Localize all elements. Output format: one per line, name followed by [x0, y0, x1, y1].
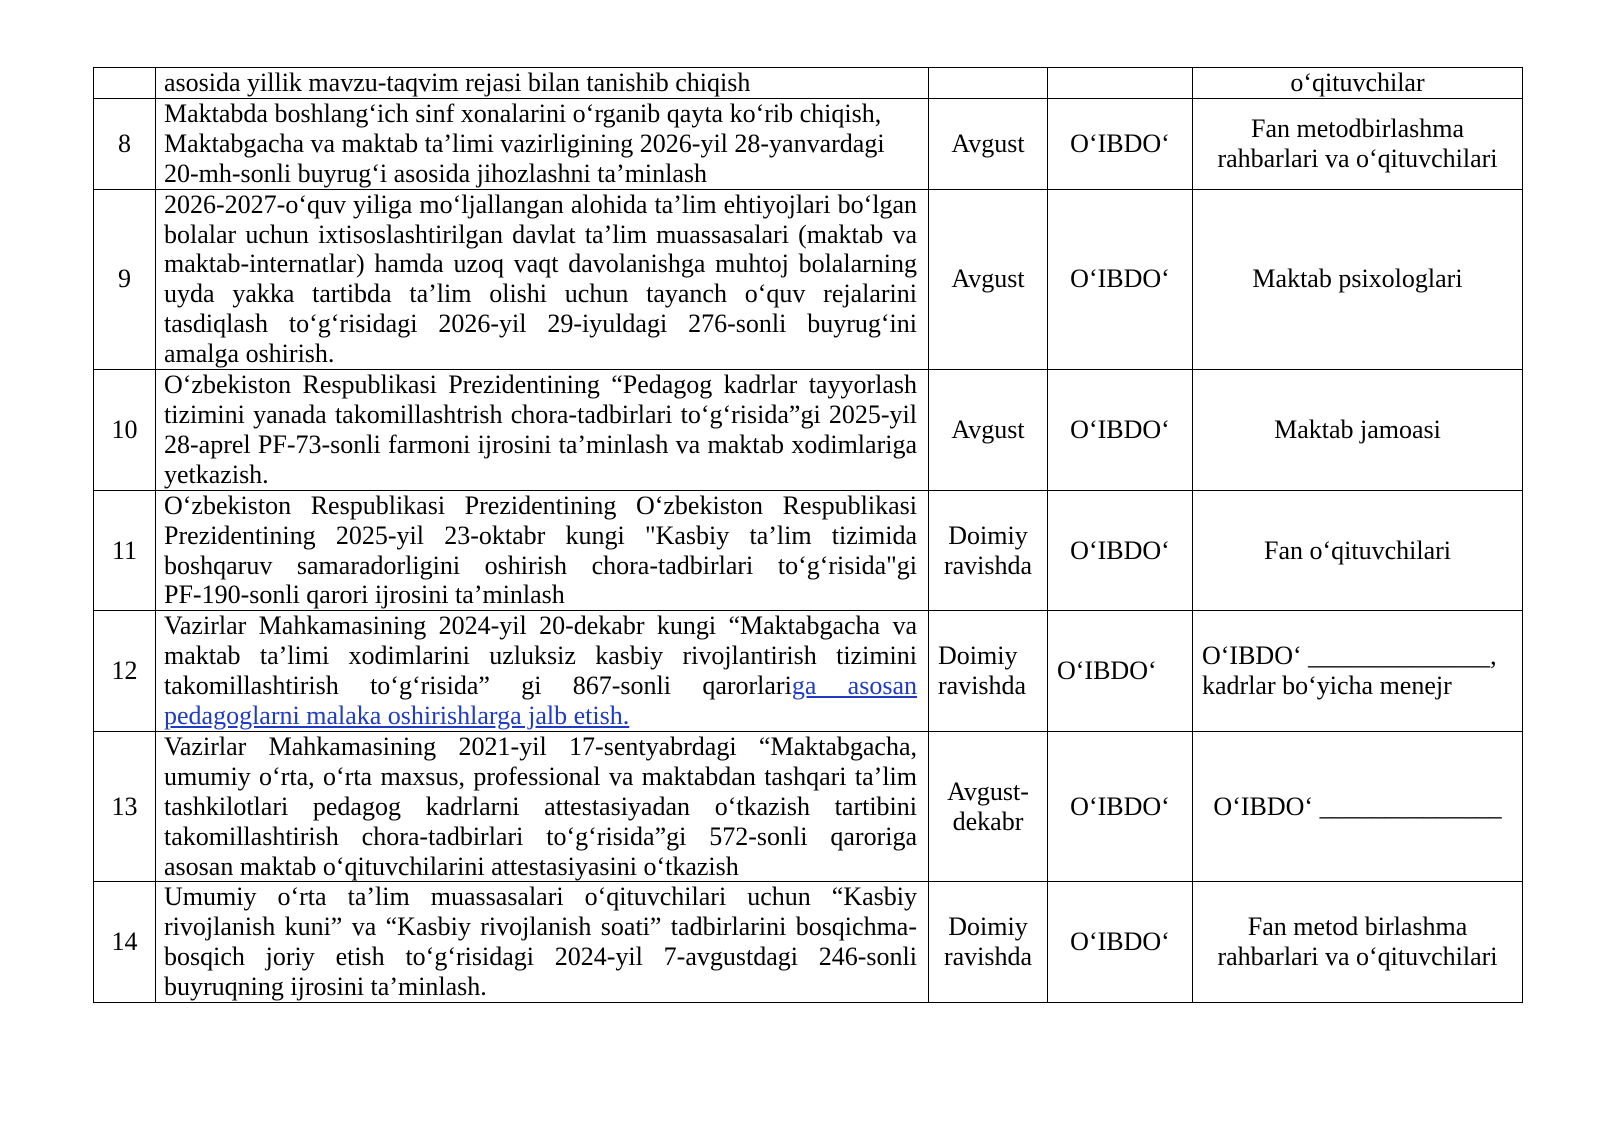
- row-number-cell: 14: [94, 882, 156, 1003]
- task-description-line: 20-mh-sonli buyrug‘i asosida jihozlashni ta’minlash: [164, 158, 708, 188]
- task-description-line: [164, 671, 917, 701]
- task-description-line: tasdiqlash to‘g‘risidagi 2026-yil 29-iyuldagi 276-sonli buyrug‘ini: [164, 309, 917, 339]
- task-description-line: buyruqning ijrosini ta’minlash.: [164, 972, 487, 1002]
- task-description-line: asosida yillik mavzu-taqvim rejasi bilan tanishib chiqish: [164, 68, 751, 97]
- organization-cell: O‘IBDO‘: [1048, 98, 1193, 189]
- task-description-line: asosan maktab o‘qituvchilarini attestasiyasini o‘tkazish: [164, 851, 739, 881]
- table-row: [94, 370, 1523, 491]
- organization-cell: O‘IBDO‘: [1048, 611, 1193, 732]
- task-description-cell: [156, 611, 929, 732]
- task-description-line: Umumiy o‘rta ta’lim muassasalari o‘qituvchilari uchun “Kasbiy: [164, 882, 917, 912]
- table-row: [94, 68, 1523, 99]
- deadline-cell: [929, 68, 1048, 99]
- deadline-cell: Avgust-dekabr: [929, 731, 1048, 882]
- plan-table: [93, 67, 1523, 1003]
- task-description-line: O‘zbekiston Respublikasi Prezidentining “Pedagog kadrlar tayyorlash: [164, 370, 917, 400]
- responsible-cell: Maktab jamoasi: [1193, 370, 1523, 491]
- task-description-line: bosqich joriy etish to‘g‘risidagi 2024-yil 7-avgustdagi 246-sonli: [164, 942, 917, 972]
- table-row: [94, 98, 1523, 189]
- task-description-line: 2026-2027-o‘quv yiliga mo‘ljallangan alohida ta’lim ehtiyojlari bo‘lgan: [164, 189, 917, 219]
- organization-cell: [1048, 68, 1193, 99]
- responsible-cell: Fan o‘qituvchilari: [1193, 490, 1523, 611]
- row-number-cell: [94, 68, 156, 99]
- table-row: [94, 611, 1523, 732]
- responsible-cell: Fan metodbirlashma rahbarlari va o‘qituvchilari: [1193, 98, 1523, 189]
- deadline-cell: Avgust: [929, 189, 1048, 369]
- task-description-cell: [156, 370, 929, 491]
- task-description-line: [164, 701, 917, 731]
- task-description-line: umumiy o‘rta, o‘rta maxsus, professional va maktabdan tashqari ta’lim: [164, 761, 917, 791]
- table-row: [94, 189, 1523, 369]
- responsible-cell: Fan metod birlashma rahbarlari va o‘qituvchilari: [1193, 882, 1523, 1003]
- task-description-line: maktab-internatlar) hamda uzoq vaqt davolanishga muhtoj bolalarning: [164, 249, 917, 279]
- task-description-line: amalga oshirish.: [164, 339, 335, 369]
- task-description-cell: [156, 189, 929, 369]
- responsible-cell: Maktab psixologlari: [1193, 189, 1523, 369]
- task-description-line: tizimini yanada takomillashtrish chora-tadbirlari to‘g‘risida”gi 2025-yil: [164, 399, 917, 429]
- task-description-line: Maktabgacha va maktab ta’limi vazirligining 2026-yil 28-yanvardagi: [164, 128, 885, 158]
- responsible-cell: O‘IBDO‘ ______________, kadrlar bo‘yicha menejr: [1193, 611, 1523, 732]
- task-description-line: boshqaruv samaradorligini oshirish chora-tadbirlari to‘g‘risida"gi: [164, 550, 917, 580]
- task-description-line: takomillashtirish chora-tadbirlari to‘g‘risida”gi 572-sonli qaroriga: [164, 821, 917, 851]
- task-description-line: uyda yakka tartibda ta’lim olishi uchun tayanch o‘quv rejalarini: [164, 279, 917, 309]
- deadline-cell: Avgust: [929, 98, 1048, 189]
- task-description-line: 28-aprel PF-73-sonli farmoni ijrosini ta’minlash va maktab xodimlariga: [164, 429, 917, 459]
- regulation-link[interactable]: pedagoglarni malaka oshirishlarga jalb etish.: [164, 701, 630, 731]
- task-description-line: Prezidentining 2025-yil 23-oktabr kungi "Kasbiy ta’lim tizimida: [164, 520, 917, 550]
- organization-cell: O‘IBDO‘: [1048, 189, 1193, 369]
- task-description-line: PF-190-sonli qarori ijrosini ta’minlash: [164, 580, 565, 610]
- task-description-line: maktab ta’limi xodimlarini uzluksiz kasbiy rivojlantirish tizimini: [164, 641, 917, 671]
- deadline-cell: Doimiy ravishda: [929, 611, 1048, 732]
- row-number-cell: 12: [94, 611, 156, 732]
- organization-cell: O‘IBDO‘: [1048, 882, 1193, 1003]
- task-description-line: O‘zbekiston Respublikasi Prezidentining O‘zbekiston Respublikasi: [164, 490, 917, 520]
- table-row: [94, 731, 1523, 882]
- task-description-cell: [156, 882, 929, 1003]
- task-description-line: rivojlanish kuni” va “Kasbiy rivojlanish soati” tadbirlarini bosqichma-: [164, 912, 917, 942]
- organization-cell: O‘IBDO‘: [1048, 731, 1193, 882]
- row-number-cell: 13: [94, 731, 156, 882]
- regulation-link[interactable]: ga asosan: [791, 671, 918, 701]
- table-row: [94, 490, 1523, 611]
- task-description-line: Maktabda boshlang‘ich sinf xonalarini o‘rganib qayta ko‘rib chiqish,: [164, 98, 882, 128]
- responsible-cell: O‘IBDO‘ ______________: [1193, 731, 1523, 882]
- task-description-cell: [156, 68, 929, 99]
- task-description-line: Vazirlar Mahkamasining 2024-yil 20-dekabr kungi “Maktabgacha va: [164, 611, 917, 641]
- row-number-cell: 8: [94, 98, 156, 189]
- task-description-line: yetkazish.: [164, 459, 269, 489]
- task-description-cell: [156, 490, 929, 611]
- row-number-cell: 10: [94, 370, 156, 491]
- responsible-cell: o‘qituvchilar: [1193, 68, 1523, 99]
- organization-cell: O‘IBDO‘: [1048, 370, 1193, 491]
- table-row: [94, 882, 1523, 1003]
- task-description-cell: [156, 98, 929, 189]
- deadline-cell: Doimiy ravishda: [929, 490, 1048, 611]
- task-description-line: tashkilotlari pedagog kadrlarni attestasiyadan o‘tkazish tartibini: [164, 791, 917, 821]
- task-description-line: bolalar uchun ixtisoslashtirilgan davlat ta’lim muassasalari (maktab va: [164, 219, 917, 249]
- task-description-line: Vazirlar Mahkamasining 2021-yil 17-sentyabrdagi “Maktabgacha,: [164, 731, 917, 761]
- row-number-cell: 9: [94, 189, 156, 369]
- task-description-text: takomillashtirish to‘g‘risida” gi 867-sonli qarorlari: [164, 671, 792, 701]
- task-description-cell: [156, 731, 929, 882]
- organization-cell: O‘IBDO‘: [1048, 490, 1193, 611]
- deadline-cell: Doimiy ravishda: [929, 882, 1048, 1003]
- row-number-cell: 11: [94, 490, 156, 611]
- deadline-cell: Avgust: [929, 370, 1048, 491]
